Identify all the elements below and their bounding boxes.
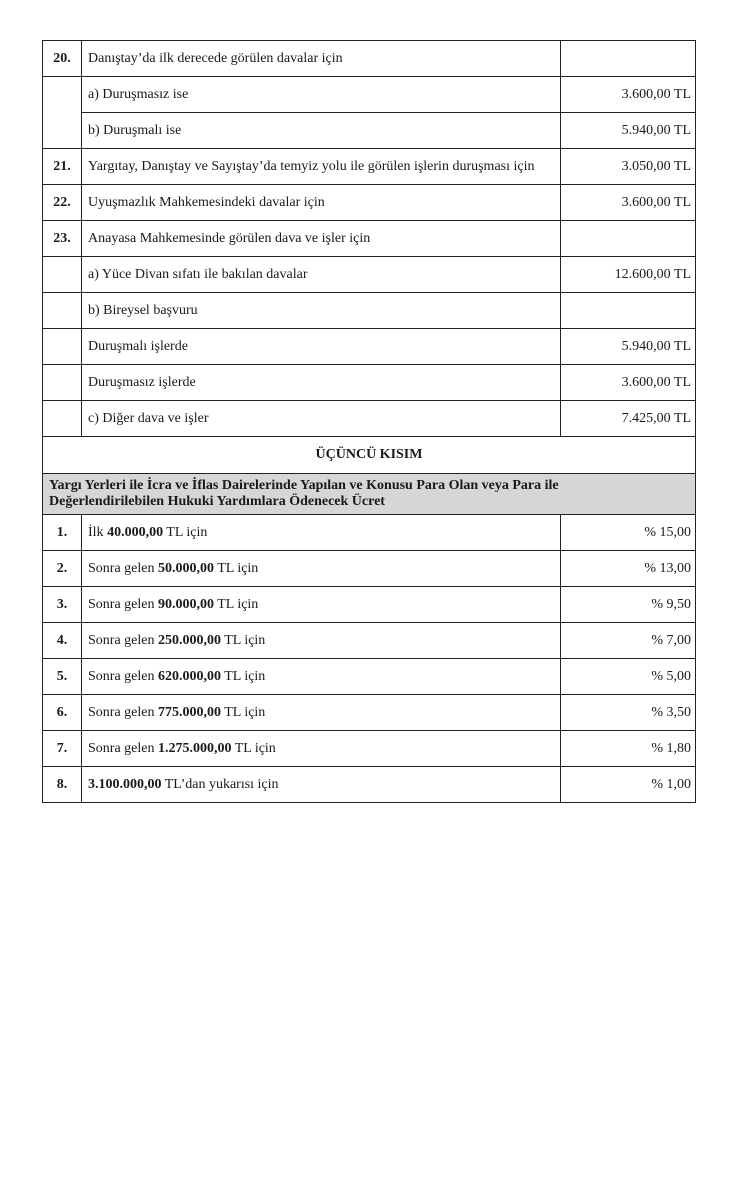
row-number [43,293,82,329]
row-amount: 3.600,00 TL [561,365,696,401]
desc-amount: 1.275.000,00 [157,740,232,756]
row-description: a) Duruşmasız ise [82,77,561,113]
row-amount: 3.050,00 TL [561,149,696,185]
table-row [43,695,696,731]
row-number: 1. [43,515,82,551]
desc-amount: 90.000,00 [157,596,214,612]
table-row [43,41,696,77]
row-description: Uyuşmazlık Mahkemesindeki davalar için [82,185,561,221]
table-row [43,293,696,329]
row-description [82,731,561,767]
desc-suffix: TL için [220,668,266,684]
table-row [43,623,696,659]
table-row [43,113,696,149]
row-description: b) Bireysel başvuru [82,293,561,329]
row-description [82,767,561,803]
desc-prefix: Sonra gelen [88,632,158,648]
section-subtitle-line2: Değerlendirilebilen Hukuki Yardımlara Ödenecek Ücret [49,494,385,509]
row-amount: 5.940,00 TL [561,329,696,365]
table-row [43,221,696,257]
desc-suffix: TL için [231,740,276,756]
desc-suffix: TL için [163,524,208,540]
section-subtitle [43,474,696,515]
row-description: Duruşmasız işlerde [82,365,561,401]
desc-prefix: Sonra gelen [88,704,158,720]
row-rate: % 15,00 [561,515,696,551]
table-row [43,149,696,185]
row-amount: 12.600,00 TL [561,257,696,293]
row-rate: % 7,00 [561,623,696,659]
desc-amount: 40.000,00 [107,524,164,540]
row-number: 6. [43,695,82,731]
row-description [82,587,561,623]
row-number: 21. [43,149,82,185]
row-rate: % 3,50 [561,695,696,731]
row-description: b) Duruşmalı ise [82,113,561,149]
row-description: c) Diğer dava ve işler [82,401,561,437]
row-number: 7. [43,731,82,767]
table-row [43,257,696,293]
desc-prefix: İlk [88,524,108,540]
row-number: 20. [43,41,82,77]
row-description [82,515,561,551]
desc-prefix: Sonra gelen [88,668,158,684]
table-row [43,185,696,221]
desc-suffix: TL için [220,704,266,720]
table-row [43,329,696,365]
row-description [82,623,561,659]
row-description [82,695,561,731]
section-title-row [43,437,696,474]
desc-suffix: TL için [213,560,259,576]
desc-amount: 620.000,00 [157,668,221,684]
row-number: 23. [43,221,82,257]
row-amount [561,293,696,329]
desc-prefix: Sonra gelen [88,596,158,612]
table-row [43,659,696,695]
desc-suffix: TL’dan yukarısı için [161,776,279,792]
desc-suffix: TL için [213,596,259,612]
row-rate: % 13,00 [561,551,696,587]
row-description: Anayasa Mahkemesinde görülen dava ve işler için [82,221,561,257]
desc-prefix: Sonra gelen [88,560,158,576]
row-number: 2. [43,551,82,587]
row-description: Yargıtay, Danıştay ve Sayıştay’da temyiz yolu ile görülen işlerin duruşması için [82,149,561,185]
desc-amount: 3.100.000,00 [88,776,162,792]
table-row [43,77,696,113]
row-rate: % 1,80 [561,731,696,767]
row-number [43,77,82,113]
row-description: Duruşmalı işlerde [82,329,561,365]
table-row [43,767,696,803]
row-amount: 7.425,00 TL [561,401,696,437]
desc-amount: 50.000,00 [157,560,214,576]
row-description [82,659,561,695]
row-number [43,365,82,401]
table-row [43,365,696,401]
desc-suffix: TL için [220,632,266,648]
table-row [43,515,696,551]
row-number: 4. [43,623,82,659]
row-amount [561,221,696,257]
section-title: ÜÇÜNCÜ KISIM [43,437,696,474]
row-number: 22. [43,185,82,221]
table-row [43,401,696,437]
row-number [43,329,82,365]
row-description: Danıştay’da ilk derecede görülen davalar için [82,41,561,77]
row-number: 5. [43,659,82,695]
fee-table [42,40,696,803]
row-number: 3. [43,587,82,623]
row-number: 8. [43,767,82,803]
table-row [43,731,696,767]
row-amount: 3.600,00 TL [561,77,696,113]
table-row [43,551,696,587]
table-row [43,587,696,623]
desc-prefix: Sonra gelen [88,740,158,756]
desc-amount: 250.000,00 [157,632,221,648]
row-number [43,257,82,293]
row-description [82,551,561,587]
row-rate: % 9,50 [561,587,696,623]
section-subtitle-line1: Yargı Yerleri ile İcra ve İflas Dairelerinde Yapılan ve Konusu Para Olan veya Para ile [49,478,559,493]
row-rate: % 1,00 [561,767,696,803]
desc-amount: 775.000,00 [157,704,221,720]
row-description: a) Yüce Divan sıfatı ile bakılan davalar [82,257,561,293]
row-number [43,401,82,437]
row-number [43,113,82,149]
row-rate: % 5,00 [561,659,696,695]
row-amount [561,41,696,77]
row-amount: 5.940,00 TL [561,113,696,149]
section-subtitle-row [43,474,696,515]
row-amount: 3.600,00 TL [561,185,696,221]
